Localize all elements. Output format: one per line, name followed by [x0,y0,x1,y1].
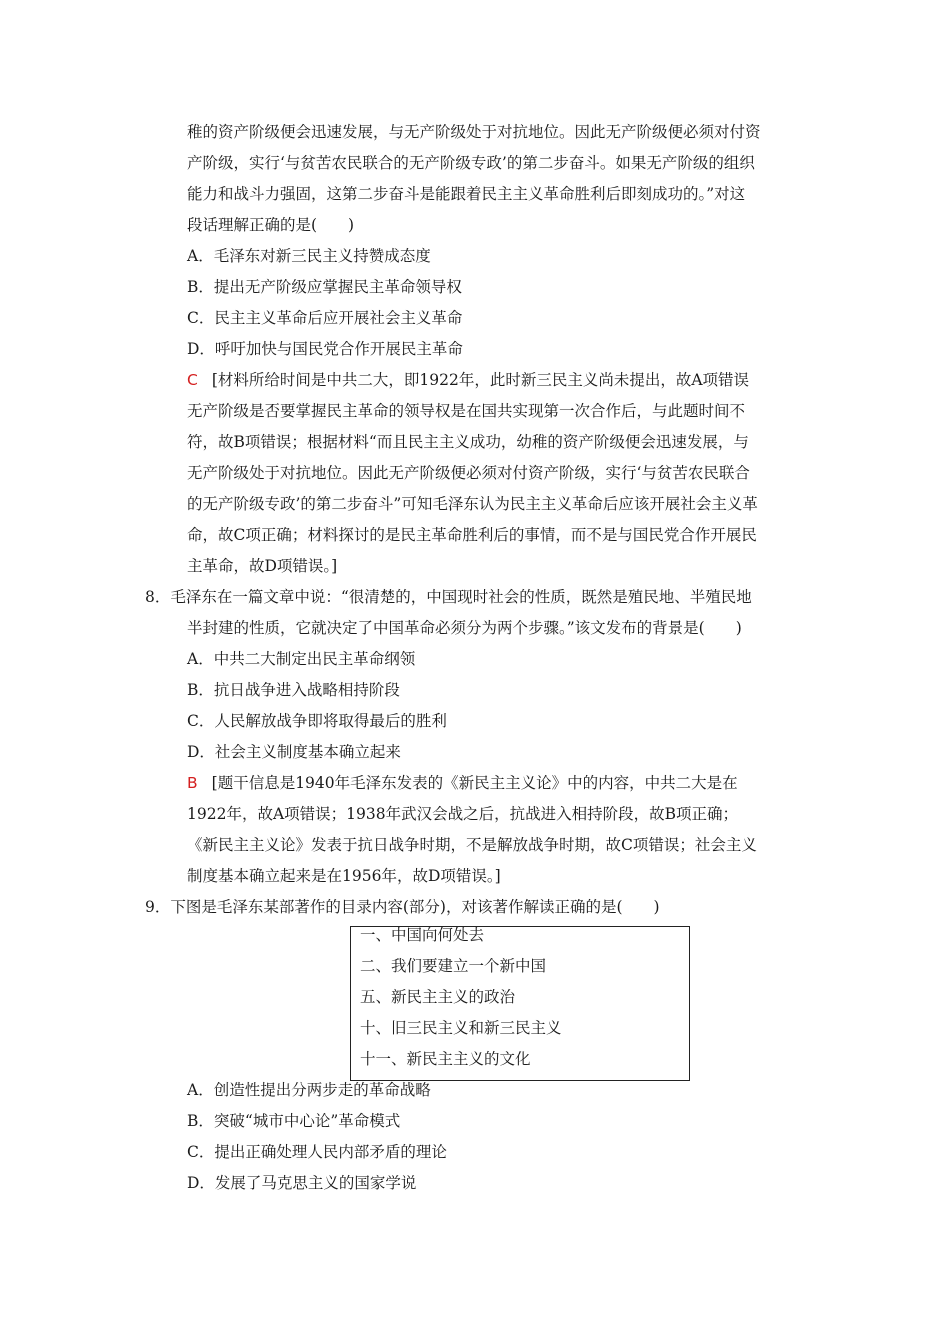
q7-explanation-line: 无产阶级处于对抗地位。因此无产阶级便必须对付资产阶级，实行‘与贫苦农民联合 [187,464,750,482]
toc-item: 二、我们要建立一个新中国 [360,957,547,975]
q8-stem-line: 半封建的性质，它就决定了中国革命必须分为两个步骤。”该文发布的背景是( ) [187,619,742,637]
q7-stem-line: 稚的资产阶级便会迅速发展，与无产阶级处于对抗地位。因此无产阶级便必须对付资 [187,123,761,141]
q8-explanation-text: [题干信息是1940年毛泽东发表的《新民主主义论》中的内容，中共二大是在 [211,774,738,792]
q7-answer-letter: C [187,371,198,389]
q8-explanation-line: 制度基本确立起来是在1956年，故D项错误。] [187,867,501,885]
q7-explanation-line [187,370,749,390]
q7-explanation-line: 命，故C项正确；材料探讨的是民主革命胜利后的事情，而不是与国民党合作开展民 [187,526,757,544]
q7-explanation-line: 主革命，故D项错误。] [187,557,338,575]
q7-stem-line: 段话理解正确的是( ) [187,216,355,234]
q7-explanation-text: [材料所给时间是中共二大，即1922年，此时新三民主义尚未提出，故A项错误 [211,371,750,389]
toc-item: 一、中国向何处去 [360,926,485,944]
q9-option-a: A．创造性提出分两步走的革命战略 [187,1081,431,1099]
q7-explanation-line: 符，故B项错误；根据材料“而且民主主义成功，幼稚的资产阶级便会迅速发展，与 [187,433,749,451]
q8-option-c: C．人民解放战争即将取得最后的胜利 [187,712,447,730]
q7-option-d: D．呼吁加快与国民党合作开展民主革命 [187,340,463,358]
q8-explanation-line: 《新民主主义论》发表于抗日战争时期，不是解放战争时期，故C项错误；社会主义 [187,836,757,854]
q7-option-b: B．提出无产阶级应掌握民主革命领导权 [187,278,462,296]
q8-option-b: B．抗日战争进入战略相持阶段 [187,681,400,699]
q7-option-a: A．毛泽东对新三民主义持赞成态度 [187,247,431,265]
toc-item: 十一、新民主主义的文化 [360,1050,531,1068]
q8-explanation-line: 1922年，故A项错误；1938年武汉会战之后，抗战进入相持阶段，故B项正确； [187,805,738,823]
q7-explanation-line: 的无产阶级专政’的第二步奋斗”可知毛泽东认为民主主义革命后应该开展社会主义革 [187,495,758,513]
q8-answer-letter: B [187,774,198,792]
toc-item: 五、新民主主义的政治 [360,988,516,1006]
q7-stem-line: 产阶级，实行‘与贫苦农民联合的无产阶级专政’的第二步奋斗。如果无产阶级的组织 [187,154,755,172]
q9-table-of-contents-box [350,926,690,1081]
q9-option-c: C．提出正确处理人民内部矛盾的理论 [187,1143,447,1161]
toc-item: 十、旧三民主义和新三民主义 [360,1019,562,1037]
q7-stem-line: 能力和战斗力强固，这第二步奋斗是能跟着民主主义革命胜利后即刻成功的。”对这 [187,185,746,203]
q8-option-a: A．中共二大制定出民主革命纲领 [187,650,416,668]
q9-stem: 9．下图是毛泽东某部著作的目录内容(部分)，对该著作解读正确的是( ) [145,898,660,916]
q8-stem-line: 8．毛泽东在一篇文章中说：“很清楚的，中国现时社会的性质，既然是殖民地、半殖民地 [145,588,752,606]
q7-explanation-line: 无产阶级是否要掌握民主革命的领导权是在国共实现第一次合作后，与此题时间不 [187,402,746,420]
q8-explanation-line [187,773,738,793]
q8-option-d: D．社会主义制度基本确立起来 [187,743,401,761]
q9-option-b: B．突破“城市中心论”革命模式 [187,1112,401,1130]
q7-option-c: C．民主主义革命后应开展社会主义革命 [187,309,463,327]
q9-option-d: D．发展了马克思主义的国家学说 [187,1174,417,1192]
